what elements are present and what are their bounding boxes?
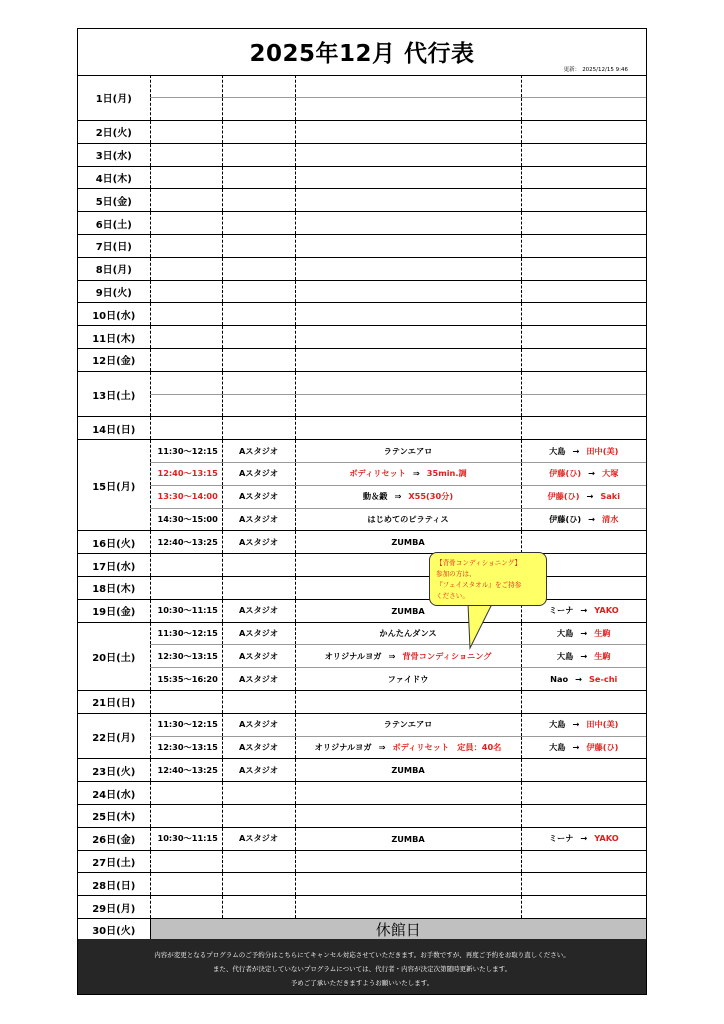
studio-cell: Aスタジオ <box>222 668 295 691</box>
change-arrow: ⇒ <box>378 742 386 752</box>
program-change: X55(30分) <box>408 491 454 502</box>
callout-line-2: 参加の方は、 <box>436 570 476 578</box>
program-name: オリジナルヨガ <box>314 742 372 752</box>
day-label: 9日(火) <box>78 280 150 303</box>
instructor-substitute: 清水 <box>602 514 619 525</box>
program-change: ボディリセット 定員：40名 <box>392 742 502 752</box>
day-label: 19日(金) <box>78 599 150 622</box>
day-label: 26日(金) <box>78 827 150 850</box>
footer-line-2: また、代行者が決定していないプログラムについては、代行者・内容が決定次第随時更新いたします。 <box>212 965 512 973</box>
program-change: 背骨コンディショニング <box>402 650 492 661</box>
day-label: 2日(火) <box>78 121 150 144</box>
time-cell: 11:30～12:15 <box>150 440 222 463</box>
updated-value: 2025/12/15 9:46 <box>582 67 628 73</box>
instructor-substitute: 田中(美) <box>586 445 619 456</box>
instructor-original: Nao <box>550 674 569 685</box>
callout-line-3: 『フェイスタオル』をご持参 <box>436 581 522 589</box>
studio-cell: Aスタジオ <box>222 645 295 668</box>
time-cell: 12:40～13:25 <box>150 531 222 554</box>
day-label: 13日(土) <box>78 371 150 417</box>
studio-cell: Aスタジオ <box>222 485 295 508</box>
program-name: 動＆鍛 <box>362 491 388 502</box>
program-change: 35min.調 <box>426 468 467 479</box>
substitute-arrow: → <box>572 742 580 752</box>
substitute-arrow: → <box>588 514 596 525</box>
instructor-original: 大島 <box>549 742 566 752</box>
studio-cell: Aスタジオ <box>222 759 295 782</box>
day-label: 5日(金) <box>78 189 150 212</box>
substitute-arrow: → <box>580 628 588 639</box>
day-label: 17日(水) <box>78 554 150 577</box>
instructor-substitute: 生駒 <box>594 628 611 639</box>
instructor-original: ミーナ <box>548 605 574 616</box>
instructor-substitute: 田中(美) <box>586 719 619 730</box>
day-label: 20日(土) <box>78 622 150 690</box>
day-label: 3日(水) <box>78 143 150 166</box>
day-label: 8日(月) <box>78 257 150 280</box>
day-label: 22日(月) <box>78 713 150 759</box>
time-cell: 12:30～13:15 <box>150 736 222 759</box>
day-label: 21日(日) <box>78 691 150 714</box>
instructor-substitute: 伊藤(ひ) <box>586 742 619 752</box>
instructor-substitute: YAKO <box>594 833 619 844</box>
callout-line-4: ください。 <box>436 592 469 600</box>
program-name: オリジナルヨガ <box>324 650 382 661</box>
substitute-arrow: → <box>572 719 580 730</box>
studio-cell: Aスタジオ <box>222 440 295 463</box>
substitute-arrow: → <box>575 674 583 685</box>
day-label: 24日(水) <box>78 782 150 805</box>
program-name: ファイドウ <box>387 673 429 684</box>
footer-line-3: 予めご了承いただきますようお願いいたします。 <box>290 979 434 987</box>
page-title: 2025年12月 代行表 <box>249 41 475 67</box>
time-cell: 15:35～16:20 <box>150 668 222 691</box>
day-label: 23日(火) <box>78 759 150 782</box>
day-label: 27日(土) <box>78 850 150 873</box>
day-label: 15日(月) <box>78 440 150 531</box>
substitute-arrow: → <box>580 833 588 844</box>
instructor-original: 伊藤(ひ) <box>547 491 580 502</box>
instructor-substitute: Saki <box>600 491 621 502</box>
change-arrow: ⇒ <box>394 491 402 502</box>
time-cell: 13:30～14:00 <box>150 485 222 508</box>
program-name: ラテンエアロ <box>383 445 433 456</box>
program-name: はじめてのピラティス <box>367 514 449 525</box>
time-cell: 12:40～13:15 <box>150 463 222 486</box>
time-cell: 10:30～11:15 <box>150 599 222 622</box>
program-name: ZUMBA <box>391 537 425 548</box>
substitute-arrow: → <box>572 445 580 456</box>
time-cell: 11:30～12:15 <box>150 713 222 736</box>
substitute-arrow: → <box>580 650 588 661</box>
day-label: 7日(日) <box>78 235 150 258</box>
callout-note <box>429 552 547 606</box>
time-cell: 10:30～11:15 <box>150 827 222 850</box>
closed-notice: 休館日 <box>150 918 646 941</box>
footer-line-1: 内容が変更となるプログラムのご予約分はこちらにてキャンセル対応させていただきます。お手数ですが、再度ご予約をお取り直しください。 <box>154 951 570 959</box>
instructor-substitute: YAKO <box>594 605 619 616</box>
time-cell: 12:30～13:15 <box>150 645 222 668</box>
instructor-original: 大島 <box>549 445 566 456</box>
program-name: ZUMBA <box>391 765 425 776</box>
day-label: 12日(金) <box>78 349 150 372</box>
day-label: 25日(木) <box>78 805 150 828</box>
day-label: 18日(木) <box>78 577 150 600</box>
day-label: 30日(火) <box>78 918 150 941</box>
change-arrow: ⇒ <box>388 650 396 661</box>
program-name: ラテンエアロ <box>383 719 433 730</box>
instructor-original: 伊藤(ひ) <box>549 468 582 479</box>
instructor-original: 伊藤(ひ) <box>549 514 582 525</box>
day-label: 29日(月) <box>78 896 150 919</box>
day-label: 6日(土) <box>78 212 150 235</box>
time-cell: 11:30～12:15 <box>150 622 222 645</box>
instructor-original: ミーナ <box>548 833 574 844</box>
program-name: ZUMBA <box>391 833 425 844</box>
substitute-arrow: → <box>586 491 594 502</box>
studio-cell: Aスタジオ <box>222 827 295 850</box>
day-label: 16日(火) <box>78 531 150 554</box>
studio-cell: Aスタジオ <box>222 622 295 645</box>
studio-cell: Aスタジオ <box>222 531 295 554</box>
day-label: 10日(水) <box>78 303 150 326</box>
instructor-substitute: 大塚 <box>602 468 619 479</box>
studio-cell: Aスタジオ <box>222 599 295 622</box>
program-name: ZUMBA <box>391 605 425 616</box>
instructor-substitute: Se-chi <box>589 674 618 685</box>
studio-cell: Aスタジオ <box>222 463 295 486</box>
program-name: ボディリセット <box>349 468 406 479</box>
program-name: かんたんダンス <box>379 628 437 639</box>
instructor-original: 大島 <box>549 719 566 730</box>
day-label: 1日(月) <box>78 75 150 121</box>
callout-line-1: 【背骨コンディショニング】 <box>436 559 522 567</box>
studio-cell: Aスタジオ <box>222 508 295 531</box>
substitute-arrow: → <box>588 468 596 479</box>
studio-cell: Aスタジオ <box>222 713 295 736</box>
change-arrow: ⇒ <box>412 468 420 479</box>
time-cell: 12:40～13:25 <box>150 759 222 782</box>
day-label: 28日(日) <box>78 873 150 896</box>
studio-cell: Aスタジオ <box>222 736 295 759</box>
substitute-arrow: → <box>580 605 588 616</box>
day-label: 11日(木) <box>78 326 150 349</box>
day-label: 14日(日) <box>78 417 150 440</box>
time-cell: 14:30～15:00 <box>150 508 222 531</box>
instructor-substitute: 生駒 <box>594 650 611 661</box>
instructor-original: 大島 <box>556 650 574 661</box>
instructor-original: 大島 <box>556 628 574 639</box>
updated-label: 更新： <box>563 67 581 73</box>
day-label: 4日(木) <box>78 166 150 189</box>
